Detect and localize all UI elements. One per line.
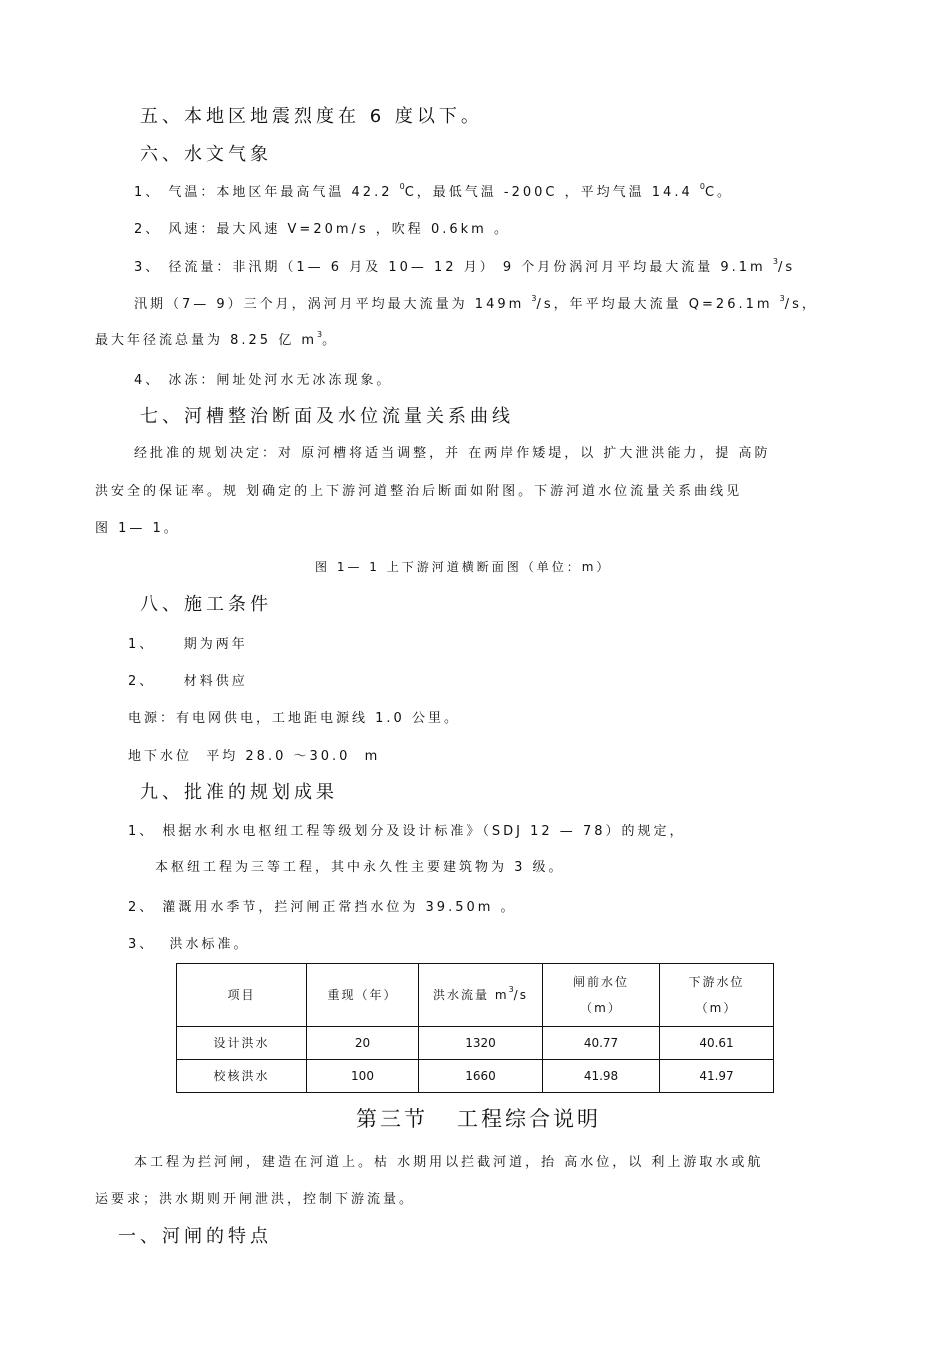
cell-flow: 1320: [419, 1027, 543, 1060]
cell-front: 41.98: [543, 1060, 660, 1093]
cell-period: 100: [307, 1060, 419, 1093]
flood-standard-table: [176, 963, 774, 1093]
temp-sup-1: 0: [399, 182, 405, 191]
header-flow: [419, 964, 543, 1027]
runoff2-text-b: /s，年平均最大流量 Q=26.1m: [536, 297, 780, 312]
header-down-label: 下游水位: [688, 975, 745, 989]
runoff2-text-c: /s，: [784, 297, 818, 312]
header-period: 重现（年）: [307, 964, 419, 1027]
part3-paragraph-line-1: 本工程为拦河闸，建造在河道上。枯 水期用以拦截河道，抬 高水位，以 利上游取水或航: [134, 1155, 764, 1170]
temp-text-c: C。: [704, 185, 734, 200]
plan-item-2: 2、 灌溉用水季节，拦河闸正常挡水位为 39.50m 。: [128, 900, 517, 915]
cell-down: 40.61: [660, 1027, 774, 1060]
construction-item-2: 2、 材料供应: [128, 674, 248, 689]
header-flow-unit: /s: [513, 988, 528, 1002]
cell-period: 20: [307, 1027, 419, 1060]
runoff2-sup-2: 3: [779, 294, 785, 303]
construction-heading: 八、施工条件: [140, 594, 272, 615]
temp-text-b: C，最低气温 -200C ，平均气温 14.4: [404, 185, 700, 200]
header-down-level: [660, 964, 774, 1027]
temp-text-a: 1、 气温：本地区年最高气温 42.2: [134, 185, 400, 200]
plan-item-1-cont: 本枢纽工程为三等工程，其中永久性主要建筑物为 3 级。: [155, 860, 565, 875]
header-flow-text: 洪水流量 m: [433, 988, 509, 1002]
section-title: 第三节 工程综合说明: [356, 1107, 602, 1131]
river-paragraph-line-1: 经批准的规划决定：对 原河槽将适当调整，并 在两岸作矮堤，以 扩大泄洪能力，提 高防: [134, 446, 771, 461]
runoff-line-1: [134, 257, 796, 276]
earthquake-line: 五、本地区地震烈度在 6 度以下。: [140, 106, 483, 127]
runoff-line-2: [134, 294, 818, 313]
river-heading: 七、河槽整治断面及水位流量关系曲线: [140, 406, 514, 427]
groundwater-line: 地下水位 平均 28.0 ～30.0 m: [128, 749, 381, 764]
plan-item-3: 3、 洪水标准。: [128, 937, 250, 952]
cell-down: 41.97: [660, 1060, 774, 1093]
river-paragraph-line-3: 图 1— 1。: [95, 521, 180, 536]
construction-item-1: 1、 期为两年: [128, 637, 248, 652]
runoff1-sup: 3: [772, 257, 778, 266]
gate-features-heading: 一、河闸的特点: [118, 1226, 272, 1247]
table-row: [177, 1060, 774, 1093]
runoff1-text-a: 3、 径流量：非汛期（1— 6 月及 10— 12 月） 9 个月份涡河月平均最大流量 9.1m: [134, 260, 773, 275]
table-header-row: [177, 964, 774, 1027]
plan-item-1: 1、 根据水利水电枢纽工程等级划分及设计标准》（SDJ 12 — 78）的规定，: [128, 824, 686, 839]
temperature-line: [134, 182, 734, 201]
plan-heading: 九、批准的规划成果: [140, 782, 338, 803]
cell-item: 设计洪水: [177, 1027, 307, 1060]
cell-flow: 1660: [419, 1060, 543, 1093]
temp-sup-2: 0: [699, 182, 705, 191]
hydrology-heading: 六、水文气象: [140, 144, 272, 165]
header-down-unit: （m）: [695, 1001, 738, 1015]
runoff3-text-a: 最大年径流总量为 8.25 亿 m: [95, 333, 318, 348]
river-paragraph-line-2: 洪安全的保证率。规 划确定的上下游河道整治后断面如附图。下游河道水位流量关系曲线见: [95, 484, 743, 499]
runoff1-text-b: /s: [777, 260, 796, 275]
runoff3-text-b: 。: [322, 333, 339, 348]
power-line: 电源：有电网供电，工地距电源线 1.0 公里。: [128, 711, 460, 726]
wind-line: 2、 风速：最大风速 V=20m/s ，吹程 0.6km 。: [134, 222, 510, 237]
header-front-level: [543, 964, 660, 1027]
header-flow-sup: 3: [508, 985, 514, 994]
runoff-line-3: [95, 330, 339, 349]
figure-caption: 图 1— 1 上下游河道横断面图（单位：m）: [315, 560, 612, 574]
header-front-unit: （m）: [580, 1001, 622, 1015]
runoff2-sup-1: 3: [531, 294, 537, 303]
cell-front: 40.77: [543, 1027, 660, 1060]
cell-item: 校核洪水: [177, 1060, 307, 1093]
header-item: 项目: [177, 964, 307, 1027]
ice-line: 4、 冰冻：闸址处河水无冰冻现象。: [134, 373, 393, 388]
part3-paragraph-line-2: 运要求；洪水期则开闸泄洪，控制下游流量。: [95, 1192, 416, 1207]
runoff2-text-a: 汛期（7— 9）三个月，涡河月平均最大流量为 149m: [134, 297, 532, 312]
header-front-label: 闸前水位: [572, 975, 629, 989]
table-row: [177, 1027, 774, 1060]
runoff3-sup: 3: [317, 330, 323, 339]
